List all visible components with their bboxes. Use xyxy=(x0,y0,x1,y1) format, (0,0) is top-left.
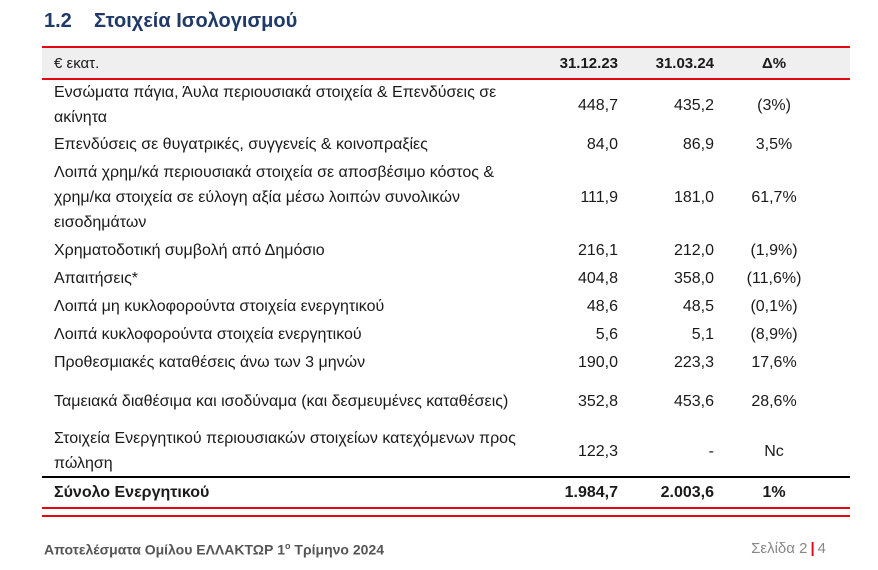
footer-page-number xyxy=(751,540,826,557)
row-label: Ταμειακά διαθέσιμα και ισοδύναμα (και δεσμευμένες καταθέσεις) xyxy=(54,392,509,410)
table-row xyxy=(42,348,850,376)
row-value-1: 122,3 xyxy=(577,442,618,460)
total-change: 1% xyxy=(762,484,786,501)
footer-title-suffix: Τρίμηνο 2024 xyxy=(290,541,385,558)
table-row xyxy=(42,158,850,236)
row-label: Επενδύσεις σε θυγατρικές, συγγενείς & κοινοπραξίες xyxy=(54,135,428,153)
table-row xyxy=(42,236,850,264)
row-change: (11,6%) xyxy=(746,269,802,287)
table-row xyxy=(42,426,850,476)
row-label: Λοιπά κυκλοφορούντα στοιχεία ενεργητικού xyxy=(54,325,362,343)
table-row xyxy=(42,292,850,320)
balance-sheet-table xyxy=(42,46,850,517)
row-value-2: 181,0 xyxy=(673,188,714,206)
header-date-2: 31.03.24 xyxy=(655,54,714,72)
row-change: 3,5% xyxy=(755,135,793,153)
row-label: Ενσώματα πάγια, Άυλα περιουσιακά στοιχεία & Επενδύσεις σε ακίνητα xyxy=(54,84,497,126)
row-value-1: 216,1 xyxy=(577,241,618,259)
row-value-1: 190,0 xyxy=(577,353,618,371)
footer-document-title xyxy=(44,541,384,558)
row-value-2: 5,1 xyxy=(691,325,714,343)
table-row xyxy=(42,320,850,348)
page-total: 4 xyxy=(817,540,826,557)
table-row xyxy=(42,80,850,130)
row-value-1: 48,6 xyxy=(586,297,618,315)
row-value-2: 358,0 xyxy=(673,269,714,287)
row-label: Απαιτήσεις* xyxy=(54,269,139,287)
row-label: Στοιχεία Ενεργητικού περιουσιακών στοιχείων κατεχόμενων προς πώληση xyxy=(54,430,516,472)
row-value-2: 453,6 xyxy=(673,392,714,410)
row-value-2: 435,2 xyxy=(673,96,714,114)
row-label: Λοιπά χρημ/κά περιουσιακά στοιχεία σε αποσβέσιμο κόστος & χρημ/κα στοιχεία σε εύλογη αξία μέσω λοιπών συνολικών εισοδημάτων xyxy=(54,163,495,231)
total-label: Σύνολο Ενεργητικού xyxy=(54,484,210,501)
row-change: (3%) xyxy=(757,96,791,114)
row-change: 28,6% xyxy=(751,392,797,410)
table-header xyxy=(42,48,850,78)
total-value-2: 2.003,6 xyxy=(660,484,714,501)
bottom-red-rule xyxy=(42,515,850,517)
row-value-2: 86,9 xyxy=(682,135,714,153)
section-heading xyxy=(44,10,297,33)
header-unit: € εκατ. xyxy=(54,54,100,72)
row-change: 61,7% xyxy=(751,188,797,206)
row-label: Χρηματοδοτική συμβολή από Δημόσιο xyxy=(54,241,325,259)
footer-title-prefix: Αποτελέσματα Ομίλου ΕΛΛΑΚΤΩΡ 1 xyxy=(44,541,286,558)
row-value-1: 352,8 xyxy=(577,392,618,410)
row-value-1: 84,0 xyxy=(586,135,618,153)
section-number: 1.2 xyxy=(44,10,72,32)
footer-title-sup: ο xyxy=(285,541,291,551)
row-value-2: - xyxy=(708,442,714,460)
row-value-1: 5,6 xyxy=(595,325,618,343)
row-value-2: 223,3 xyxy=(673,353,714,371)
row-change: (8,9%) xyxy=(750,325,798,343)
total-row xyxy=(42,478,850,507)
row-change: Nc xyxy=(764,442,784,460)
table-row xyxy=(42,130,850,158)
total-value-1: 1.984,7 xyxy=(564,484,618,501)
header-date-1: 31.12.23 xyxy=(559,54,618,72)
table-row xyxy=(42,264,850,292)
row-value-1: 448,7 xyxy=(577,96,618,114)
row-value-2: 48,5 xyxy=(682,297,714,315)
row-change: (0,1%) xyxy=(750,297,798,315)
header-change: Δ% xyxy=(761,54,787,72)
row-value-1: 111,9 xyxy=(580,188,618,206)
row-value-1: 404,8 xyxy=(577,269,618,287)
row-value-2: 212,0 xyxy=(673,241,714,259)
table-row xyxy=(42,376,850,426)
row-label: Προθεσμιακές καταθέσεις άνω των 3 μηνών xyxy=(54,353,366,371)
row-label: Λοιπά μη κυκλοφορούντα στοιχεία ενεργητικού xyxy=(54,297,385,315)
page-separator: | xyxy=(810,540,815,557)
row-change: (1,9%) xyxy=(750,241,798,259)
row-change: 17,6% xyxy=(751,353,797,371)
page-label: Σελίδα 2 xyxy=(751,540,808,557)
section-title: Στοιχεία Ισολογισμού xyxy=(94,10,298,32)
